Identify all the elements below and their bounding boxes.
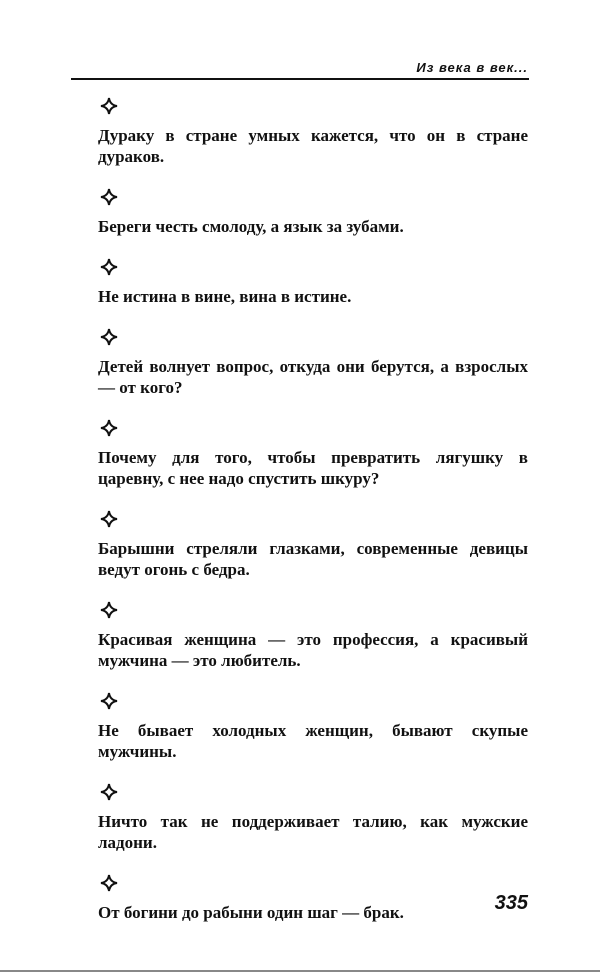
aphorism-entry: [98, 97, 528, 167]
four-point-star-icon: [100, 783, 118, 801]
four-point-star-icon: [100, 419, 118, 437]
aphorism-text: От богини до рабыни один шаг — брак.: [98, 903, 404, 922]
aphorism-entry: [98, 510, 528, 580]
aphorism-text: Ничто так не поддерживает талию, как мужские ладони.: [98, 812, 528, 852]
aphorism-text: Почему для того, чтобы превратить лягушку в царевну, с нее надо спустить шкуру?: [98, 448, 528, 488]
four-point-star-icon: [100, 601, 118, 619]
four-point-star-icon: [100, 874, 118, 892]
running-header: Из века в век...: [416, 60, 528, 75]
aphorism-text: Береги честь смолоду, а язык за зубами.: [98, 217, 404, 236]
aphorism-text: Детей волнует вопрос, откуда они берутся, а взрослых — от кого?: [98, 357, 528, 397]
aphorism-entry: [98, 258, 528, 307]
aphorism-text: Красивая женщина — это профессия, а красивый мужчина — это любитель.: [98, 630, 528, 670]
aphorism-entry: [98, 692, 528, 762]
aphorism-entry: [98, 874, 528, 923]
four-point-star-icon: [100, 97, 118, 115]
aphorism-entry: [98, 601, 528, 671]
aphorism-entry: [98, 419, 528, 489]
aphorism-list: [98, 97, 528, 944]
four-point-star-icon: [100, 692, 118, 710]
aphorism-text: Не бывает холодных женщин, бывают скупые мужчины.: [98, 721, 528, 761]
aphorism-entry: [98, 188, 528, 237]
aphorism-text: Дураку в стране умных кажется, что он в стране дураков.: [98, 126, 528, 166]
header-rule: [71, 78, 529, 80]
aphorism-text: Не истина в вине, вина в истине.: [98, 287, 352, 306]
page-number: 335: [494, 892, 528, 914]
aphorism-text: Барышни стреляли глазками, современные девицы ведут огонь с бедра.: [98, 539, 528, 579]
four-point-star-icon: [100, 258, 118, 276]
four-point-star-icon: [100, 328, 118, 346]
four-point-star-icon: [100, 188, 118, 206]
aphorism-entry: [98, 328, 528, 398]
aphorism-entry: [98, 783, 528, 853]
four-point-star-icon: [100, 510, 118, 528]
